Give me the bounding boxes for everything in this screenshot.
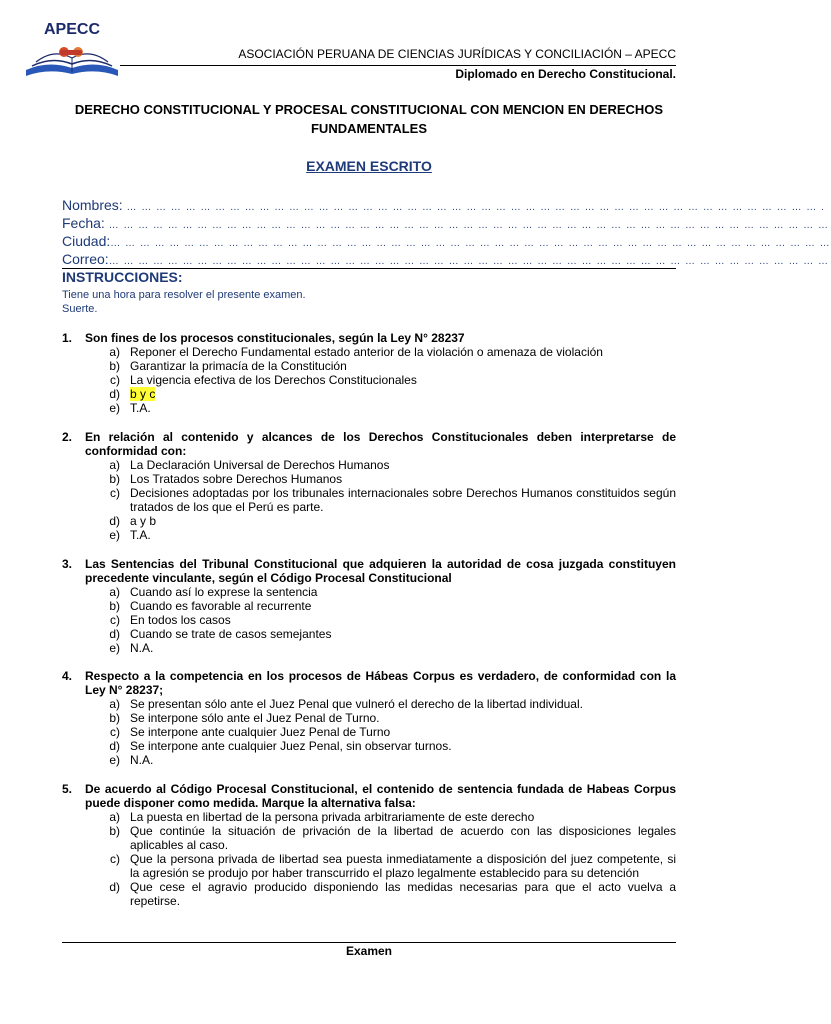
question-number: 4. (62, 669, 73, 683)
option-a[interactable] (62, 810, 676, 824)
option-letter: a) (109, 697, 120, 711)
option-text: T.A. (130, 528, 151, 542)
options-list (62, 697, 676, 767)
option-c[interactable] (62, 373, 676, 387)
option-letter: b) (109, 359, 120, 373)
question-stem (62, 669, 676, 697)
option-text: En todos los casos (130, 613, 231, 627)
option-c[interactable] (62, 613, 676, 627)
question-number: 1. (62, 331, 73, 345)
option-text: a y b (130, 514, 157, 528)
option-b[interactable] (62, 359, 676, 373)
field-label: Nombres: (62, 197, 123, 213)
option-letter: e) (109, 528, 120, 542)
option-letter: d) (109, 514, 120, 528)
option-text: Cuando es favorable al recurrente (130, 599, 312, 613)
options-list (62, 585, 676, 655)
option-text: Que cese el agravio producido disponiendo las medidas necesarias para que el acto vuelva a repetirse. (130, 880, 676, 908)
option-text: T.A. (130, 401, 151, 415)
footer-divider (62, 942, 676, 943)
handshake-book-icon (24, 38, 120, 78)
field-dots: … … … … … … … … … … … … … … … … … … … … … … … … … … … … … … … … … … … … … … … … … … … … … … … … … (110, 238, 831, 249)
option-letter: a) (109, 810, 120, 824)
option-a[interactable] (62, 585, 676, 599)
organization-name: ASOCIACIÓN PERUANA DE CIENCIAS JURÍDICAS Y CONCILIACIÓN – APECC (238, 47, 676, 61)
question-1 (62, 331, 676, 415)
option-b[interactable] (62, 472, 676, 486)
question-3 (62, 557, 676, 655)
option-a[interactable] (62, 458, 676, 472)
option-c[interactable] (62, 486, 676, 514)
footer-label: Examen (345, 944, 393, 958)
question-stem (62, 782, 676, 810)
option-letter: b) (109, 599, 120, 613)
option-b[interactable] (62, 599, 676, 613)
option-text: Que la persona privada de libertad sea puesta inmediatamente a disposición del juez competente, si la agresión se produjo por haber transcurrido el plazo legalmente establecido para su detención (130, 852, 676, 880)
option-text: N.A. (130, 753, 154, 767)
option-letter: a) (109, 345, 120, 359)
question-2 (62, 430, 676, 542)
option-letter: e) (109, 401, 120, 415)
option-letter: b) (109, 711, 120, 725)
option-text: Reponer el Derecho Fundamental estado anterior de la violación o amenaza de violación (130, 345, 603, 359)
option-e[interactable] (62, 641, 676, 655)
option-letter: c) (110, 486, 120, 500)
question-number: 3. (62, 557, 73, 571)
option-c[interactable] (62, 852, 676, 880)
option-text: La vigencia efectiva de los Derechos Constitucionales (130, 373, 417, 387)
option-text: Decisiones adoptadas por los tribunales internacionales sobre Derechos Humanos constituidos según tratados de los que el Perú es parte. (130, 486, 676, 514)
question-stem (62, 430, 676, 458)
option-letter: b) (109, 472, 120, 486)
option-e[interactable] (62, 753, 676, 767)
option-a[interactable] (62, 345, 676, 359)
option-text: Los Tratados sobre Derechos Humanos (130, 472, 343, 486)
option-text: Se interpone ante cualquier Juez Penal, sin observar turnos. (130, 739, 452, 753)
option-text: Cuando así lo exprese la sentencia (130, 585, 318, 599)
option-letter: c) (110, 725, 120, 739)
question-text: En relación al contenido y alcances de los Derechos Constitucionales deben interpretarse de conformidad con: (85, 430, 676, 458)
option-letter: d) (109, 739, 120, 753)
field-label: Correo: (62, 251, 109, 267)
options-list (62, 458, 676, 542)
options-list (62, 810, 676, 908)
option-d[interactable] (62, 627, 676, 641)
field-label: Ciudad: (62, 233, 111, 249)
option-e[interactable] (62, 401, 676, 415)
exam-title (62, 158, 676, 174)
question-stem (62, 331, 676, 345)
option-text: N.A. (130, 641, 154, 655)
option-d[interactable] (62, 514, 676, 528)
option-text: Cuando se trate de casos semejantes (130, 627, 332, 641)
logo-text: APECC (44, 21, 101, 38)
diploma-name: Diplomado en Derecho Constitucional. (455, 67, 676, 81)
question-text: Respecto a la competencia en los procesos de Hábeas Corpus es verdadero, de conformidad con la Ley N° 28237; (85, 669, 676, 697)
field-label: Fecha: (62, 215, 105, 231)
exam-title-text: EXAMEN ESCRITO (306, 158, 432, 174)
option-letter: e) (109, 753, 120, 767)
question-text: De acuerdo al Código Procesal Constitucional, el contenido de sentencia fundada de Habeas Corpus puede disponer como medida. Marque la alternativa falsa: (85, 782, 676, 810)
option-text: La Declaración Universal de Derechos Humanos (130, 458, 390, 472)
field-dots: … … … … … … … … … … … … … … … … … … … … … … … … … … … … … … … … … … … … … … … … … … … … … … … … … (104, 220, 829, 231)
option-text: Garantizar la primacía de la Constitución (130, 359, 347, 373)
option-letter: a) (109, 458, 120, 472)
header-divider (120, 65, 676, 66)
options-list (62, 345, 676, 415)
option-text-highlighted: b y c (130, 387, 156, 401)
option-b[interactable] (62, 824, 676, 852)
question-5 (62, 782, 676, 908)
option-d[interactable] (62, 739, 676, 753)
option-text: Se interpone sólo ante el Juez Penal de Turno. (130, 711, 380, 725)
option-letter: d) (109, 387, 120, 401)
option-letter: c) (110, 373, 120, 387)
option-letter: d) (109, 880, 120, 894)
option-b[interactable] (62, 711, 676, 725)
course-title: DERECHO CONSTITUCIONAL Y PROCESAL CONSTITUCIONAL CON MENCION EN DERECHOS FUNDAMENTALES (74, 102, 664, 136)
field-dots: … … … … … … … … … … … … … … … … … … … … … … … … … … … … … … … … … … … … … … … … … … … … … … … … … (108, 256, 830, 267)
option-d[interactable] (62, 387, 676, 401)
option-letter: b) (109, 824, 120, 838)
option-letter: a) (109, 585, 120, 599)
instructions-line: Tiene una hora para resolver el presente examen. (62, 289, 306, 301)
option-d[interactable] (62, 880, 676, 908)
question-number: 5. (62, 782, 73, 796)
option-letter: d) (109, 627, 120, 641)
option-text: Se interpone ante cualquier Juez Penal de Turno (130, 725, 391, 739)
instructions-line: Suerte. (62, 303, 98, 315)
question-stem (62, 557, 676, 585)
option-letter: e) (109, 641, 120, 655)
option-text: La puesta en libertad de la persona privada arbitrariamente de este derecho (130, 810, 535, 824)
option-text: Que continúe la situación de privación de la libertad de acuerdo con las disposiciones legales aplicables al caso. (130, 824, 676, 852)
option-a[interactable] (62, 697, 676, 711)
question-text: Son fines de los procesos constitucionales, según la Ley N° 28237 (85, 331, 465, 345)
field-dots: … … … … … … … … … … … … … … … … … … … … … … … … … … … … … … … … … … … … … … … … … … … … … … … . (122, 202, 825, 213)
option-c[interactable] (62, 725, 676, 739)
option-letter: c) (110, 852, 120, 866)
question-number: 2. (62, 430, 73, 444)
option-e[interactable] (62, 528, 676, 542)
option-text: Se presentan sólo ante el Juez Penal que vulneró el derecho de la libertad individual. (130, 697, 583, 711)
question-text: Las Sentencias del Tribunal Constitucional que adquieren la autoridad de cosa juzgada constituyen precedente vinculante, según el Código Procesal Constitucional (85, 557, 676, 585)
option-letter: c) (110, 613, 120, 627)
question-4 (62, 669, 676, 767)
instructions-heading: INSTRUCCIONES: (62, 269, 183, 285)
